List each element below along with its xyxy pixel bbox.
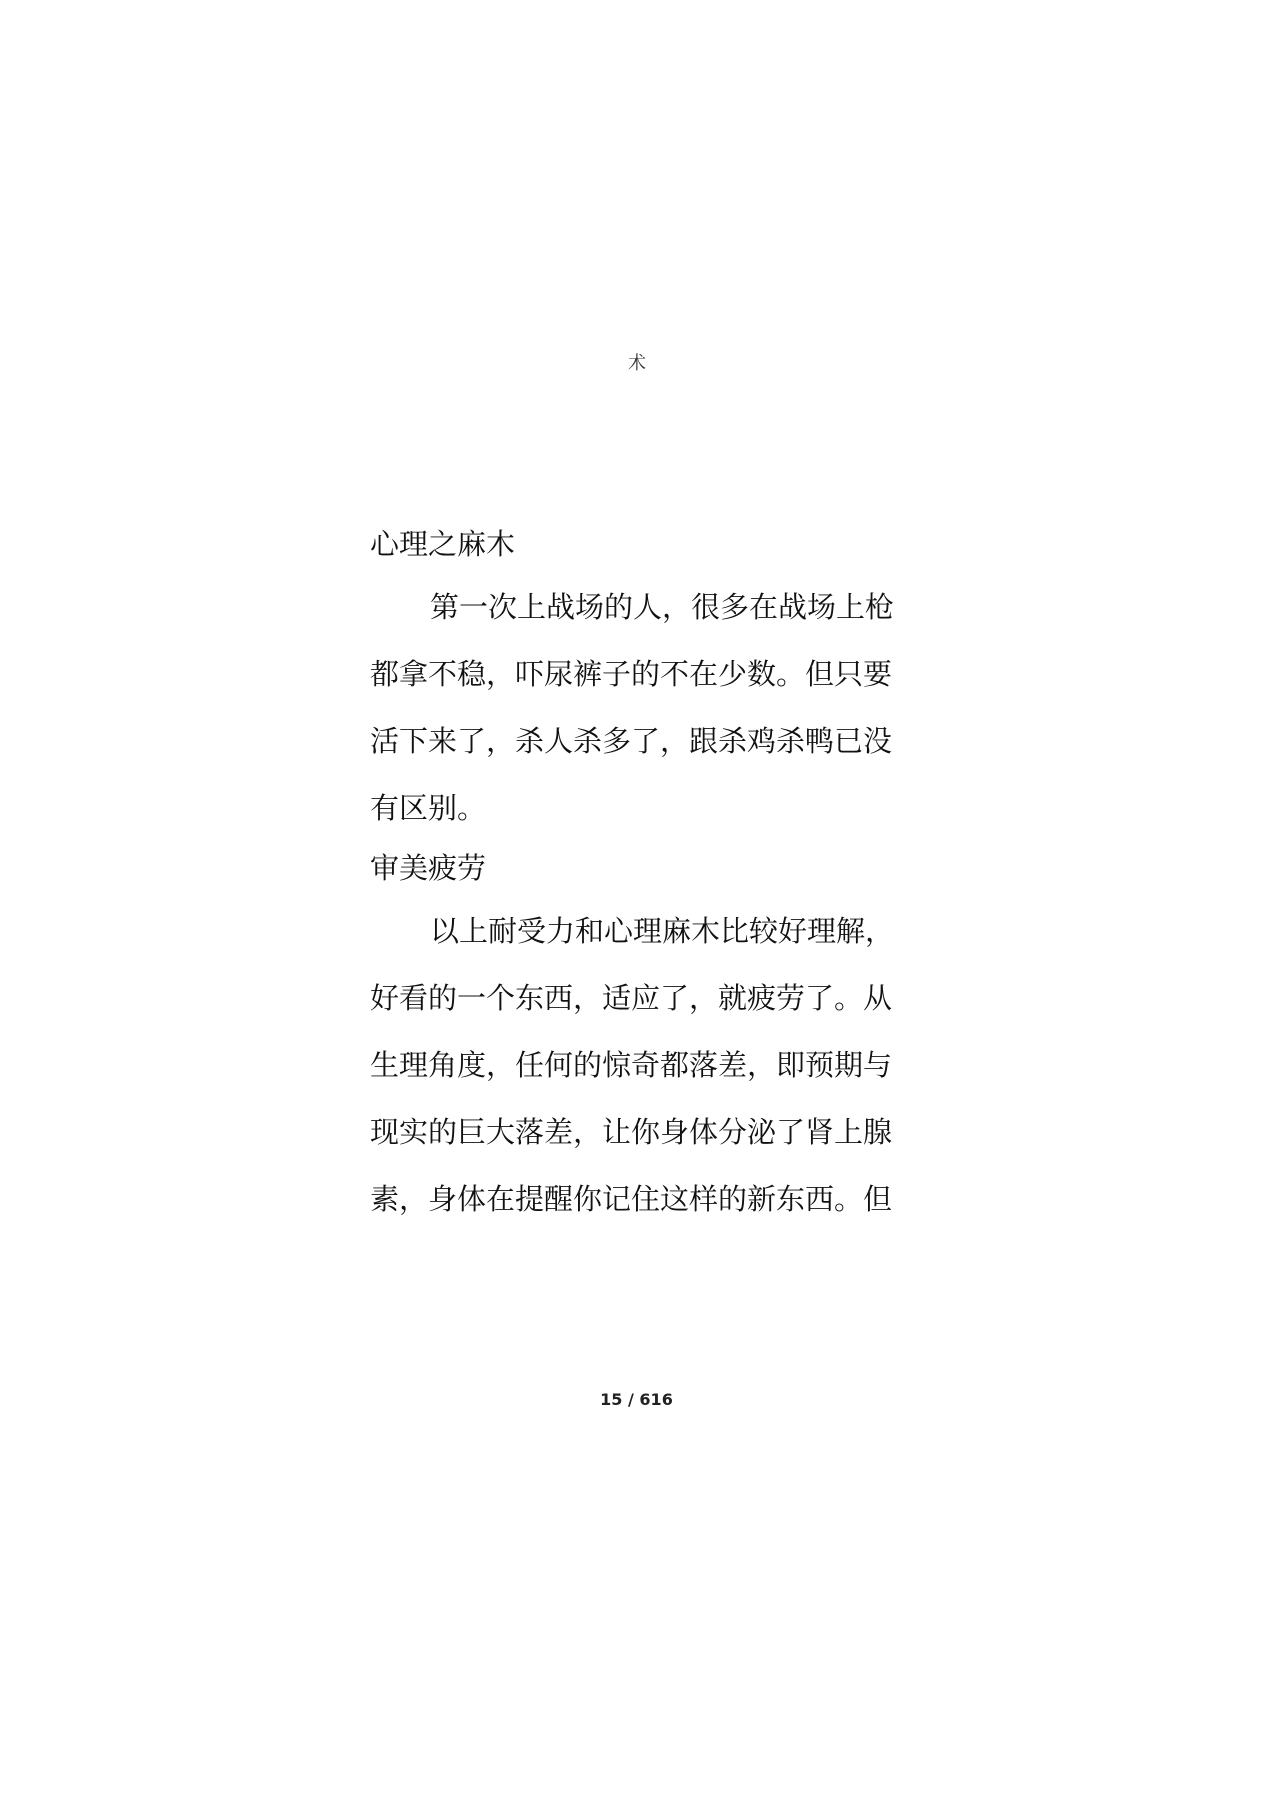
paragraph-line: 素，身体在提醒你记住这样的新东西。但	[370, 1182, 893, 1216]
paragraph-line: 现实的巨大落差，让你身体分泌了肾上腺	[370, 1115, 893, 1149]
running-header: 术	[628, 353, 646, 374]
paragraph-line: 都拿不稳，吓尿裤子的不在少数。但只要	[370, 657, 893, 691]
paragraph-line: 好看的一个东西，适应了，就疲劳了。从	[370, 981, 893, 1015]
paragraph-numbness	[370, 574, 910, 842]
paragraph-line: 生理角度，任何的惊奇都落差，即预期与	[370, 1048, 893, 1082]
page-number: 15 / 616	[600, 1390, 673, 1409]
section-heading-numbness: 心理之麻木	[370, 527, 516, 561]
section-heading-aesthetic-fatigue: 审美疲劳	[370, 851, 487, 885]
paragraph-aesthetic-fatigue	[370, 898, 910, 1233]
paragraph-line: 活下来了，杀人杀多了，跟杀鸡杀鸭已没	[370, 724, 893, 758]
paragraph-line: 有区别。	[370, 791, 487, 825]
page-body	[370, 518, 910, 1233]
paragraph-line: 以上耐受力和心理麻木比较好理解，	[430, 914, 895, 948]
paragraph-line: 第一次上战场的人，很多在战场上枪	[430, 590, 895, 624]
